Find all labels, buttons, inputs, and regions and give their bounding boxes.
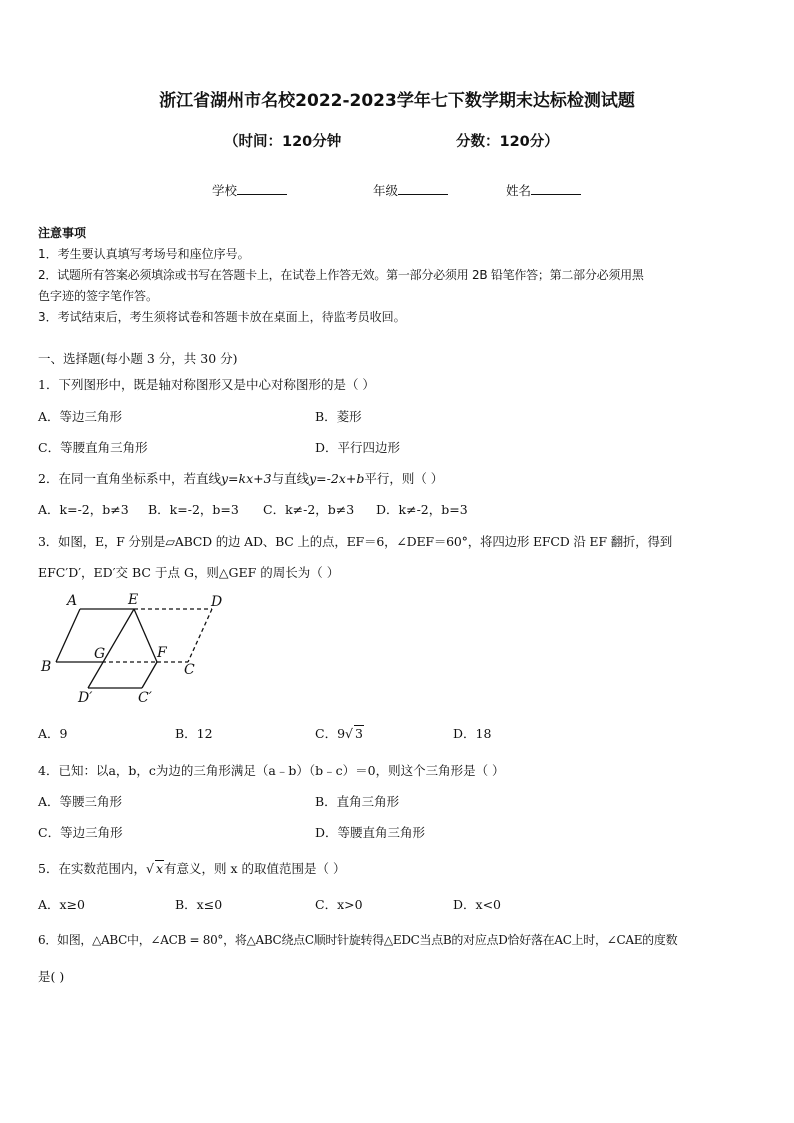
- name-blank[interactable]: [531, 182, 581, 195]
- note-2-cont: 色字迹的签字笔作答。: [38, 289, 159, 303]
- q4-option-c[interactable]: C．等边三角形: [38, 825, 123, 840]
- segment-ab: [56, 609, 80, 662]
- segment-ef: [134, 609, 157, 662]
- q3-option-a[interactable]: A．9: [38, 726, 68, 741]
- grade-field[interactable]: [373, 181, 448, 199]
- label-c: C: [184, 662, 195, 678]
- q1-option-b[interactable]: B．菱形: [315, 409, 362, 424]
- q3-option-d[interactable]: D．18: [453, 726, 492, 741]
- label-b: B: [41, 659, 52, 675]
- q4-option-b[interactable]: B．直角三角形: [315, 794, 400, 809]
- grade-label: 年级: [373, 183, 399, 198]
- q1-option-d[interactable]: D．平行四边形: [315, 440, 401, 455]
- q3-figure: [36, 590, 236, 708]
- q2-stem-b: 与直线: [271, 471, 310, 486]
- q2-option-d[interactable]: D．k≠-2，b=3: [376, 502, 468, 517]
- segment-fc-prime: [142, 662, 157, 688]
- q2-stem-c: 平行，则（ ）: [364, 471, 444, 486]
- q4-stem: 4．已知：以a，b，c为边的三角形满足（a﹣b）（b﹣c）＝0，则这个三角形是（ ）: [38, 763, 505, 778]
- q3-stem-line2: EFC′D′，ED′交 BC 于点 G，则△GEF 的周长为（ ）: [38, 565, 340, 580]
- q2-option-a[interactable]: A．k=-2，b≠3: [38, 502, 129, 517]
- q5-option-a[interactable]: A．x≥0: [38, 897, 86, 912]
- q3-stem-line1: 3．如图，E，F 分别是▱ABCD 的边 AD、BC 上的点，EF＝6，∠DEF＝60°，将四边形 EFCD 沿 EF 翻折，得到: [38, 534, 673, 549]
- q6-stem-line1: 6．如图，△ABC中，∠ACB = 80°，将△ABC绕点C顺时针旋转得△EDC当点B的对应点D恰好落在AC上时，∠CAE的度数: [38, 933, 678, 947]
- note-2: 2．试题所有答案必须填涂或书写在答题卡上，在试卷上作答无效。第一部分必须用 2B 铅笔作答；第二部分必须用黑: [38, 268, 644, 282]
- label-d-prime: D′: [78, 690, 93, 706]
- q2-option-b[interactable]: B．k=-2，b=3: [148, 502, 239, 517]
- note-3: 3．考试结束后，考生须将试卷和答题卡放在桌面上，待监考员收回。: [38, 310, 406, 324]
- q5-stem: [38, 859, 345, 877]
- q5-radicand: x: [155, 861, 163, 876]
- q5-stem-a: 5．在实数范围内，: [38, 861, 146, 876]
- school-label: 学校: [212, 183, 238, 198]
- segment-dc-dashed: [188, 609, 212, 662]
- label-e: E: [128, 592, 139, 608]
- q3-option-c-radicand: 3: [355, 726, 363, 741]
- label-a: A: [67, 593, 78, 609]
- q2-line2: y=-2x+b: [309, 471, 365, 486]
- q3-option-b[interactable]: B．12: [175, 726, 213, 741]
- q5-option-d[interactable]: D．x<0: [453, 897, 501, 912]
- label-g: G: [94, 646, 106, 662]
- q5-option-c[interactable]: C．x>0: [315, 897, 363, 912]
- school-field[interactable]: [212, 181, 287, 199]
- q2-stem-a: 2．在同一直角坐标系中，若直线: [38, 471, 221, 486]
- grade-blank[interactable]: [398, 182, 448, 195]
- school-blank[interactable]: [237, 182, 287, 195]
- sqrt-symbol: √ x: [145, 861, 163, 876]
- section-heading: 一、选择题(每小题 3 分，共 30 分): [38, 351, 238, 366]
- note-1: 1．考生要认真填写考场号和座位序号。: [38, 247, 250, 261]
- notes-heading: 注意事项: [38, 226, 87, 240]
- q3-option-c[interactable]: [315, 724, 364, 742]
- name-label: 姓名: [506, 183, 532, 198]
- q5-stem-b: 有意义，则 x 的取值范围是（ ）: [164, 861, 346, 876]
- q3-option-c-prefix: C．9: [315, 726, 346, 741]
- q2-stem: [38, 469, 443, 487]
- label-c-prime: C′: [138, 690, 152, 706]
- q2-line1: y=kx+3: [220, 471, 272, 486]
- q1-stem: 1．下列图形中，既是轴对称图形又是中心对称图形的是（ ）: [38, 377, 375, 392]
- q1-option-a[interactable]: A．等边三角形: [38, 409, 123, 424]
- name-field[interactable]: [506, 181, 581, 199]
- q6-stem-line2: 是( ): [38, 969, 65, 984]
- q4-option-d[interactable]: D．等腰直角三角形: [315, 825, 426, 840]
- q1-option-c[interactable]: C．等腰直角三角形: [38, 440, 148, 455]
- exam-score: 分数：120分）: [456, 134, 559, 150]
- label-d: D: [211, 594, 223, 610]
- q4-option-a[interactable]: A．等腰三角形: [38, 794, 123, 809]
- page-title: 浙江省湖州市名校2022-2023学年七下数学期末达标检测试题: [159, 91, 635, 111]
- q2-option-c[interactable]: C．k≠-2，b≠3: [263, 502, 355, 517]
- q5-option-b[interactable]: B．x≤0: [175, 897, 223, 912]
- sqrt-symbol: √ 3: [345, 726, 363, 741]
- exam-time: （时间：120分钟: [224, 134, 342, 150]
- label-f: F: [157, 645, 167, 661]
